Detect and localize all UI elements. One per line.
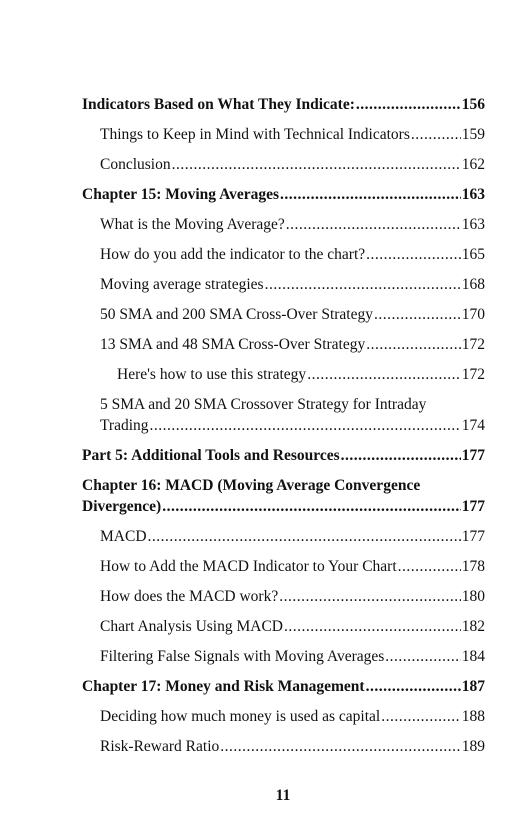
- toc-entry[interactable]: [82, 304, 485, 325]
- toc-entry-title: How do you add the indicator to the chart?: [100, 246, 366, 263]
- toc-entry-page: 189: [461, 738, 485, 755]
- toc-entry-title: Conclusion: [100, 156, 171, 173]
- dot-leader: [148, 526, 461, 547]
- toc-entry[interactable]: [82, 334, 485, 355]
- toc-entry-page: 178: [461, 558, 485, 575]
- table-of-contents: [82, 94, 485, 757]
- toc-entry[interactable]: [82, 646, 485, 667]
- dot-leader: [265, 274, 461, 295]
- toc-entry-page: 165: [461, 246, 485, 263]
- toc-entry[interactable]: [82, 274, 485, 295]
- dot-leader: [411, 124, 461, 145]
- dot-leader: [341, 445, 461, 466]
- toc-entry-title: Chart Analysis Using MACD: [100, 618, 283, 635]
- page-number: 11: [275, 787, 291, 804]
- dot-leader: [366, 244, 461, 265]
- toc-entry[interactable]: [82, 676, 485, 697]
- toc-entry-title-first-line: 5 SMA and 20 SMA Crossover Strategy for Intraday: [100, 396, 427, 413]
- toc-entry-page: 188: [461, 708, 485, 725]
- dot-leader: [279, 586, 461, 607]
- toc-entry-page: 159: [461, 126, 485, 143]
- toc-entry[interactable]: [82, 364, 485, 385]
- toc-entry-title: Part 5: Additional Tools and Resources: [82, 447, 340, 464]
- toc-entry-title: Filtering False Signals with Moving Averages: [100, 648, 385, 665]
- toc-entry-page: 187: [461, 678, 485, 695]
- toc-entry-page: 168: [461, 276, 485, 293]
- toc-entry-title: 50 SMA and 200 SMA Cross-Over Strategy: [100, 306, 373, 323]
- toc-entry-page: 163: [461, 216, 485, 233]
- dot-leader: [220, 736, 461, 757]
- toc-entry-page: 180: [461, 588, 485, 605]
- dot-leader: [162, 496, 461, 517]
- toc-entry[interactable]: [82, 124, 485, 145]
- toc-entry-title: Risk-Reward Ratio: [100, 738, 220, 755]
- toc-entry-title: MACD: [100, 528, 147, 545]
- toc-entry-title: How to Add the MACD Indicator to Your Chart: [100, 558, 397, 575]
- toc-entry[interactable]: [82, 154, 485, 175]
- dot-leader: [284, 616, 461, 637]
- toc-entry-title: Chapter 15: Moving Averages: [82, 186, 280, 203]
- toc-entry[interactable]: [82, 616, 485, 637]
- dot-leader: [385, 646, 460, 667]
- toc-entry-page: 156: [461, 96, 485, 113]
- toc-entry[interactable]: [82, 475, 485, 517]
- toc-entry-title: Trading: [100, 417, 149, 434]
- toc-entry-page: 177: [461, 528, 485, 545]
- toc-entry-page: 184: [461, 648, 485, 665]
- dot-leader: [150, 415, 461, 436]
- toc-entry[interactable]: [82, 526, 485, 547]
- toc-entry[interactable]: [82, 556, 485, 577]
- toc-entry-page: 177: [461, 498, 485, 515]
- toc-entry-page: 174: [461, 417, 485, 434]
- dot-leader: [307, 364, 461, 385]
- toc-entry-title: 13 SMA and 48 SMA Cross-Over Strategy: [100, 336, 366, 353]
- dot-leader: [172, 154, 461, 175]
- toc-entry-title: How does the MACD work?: [100, 588, 279, 605]
- toc-entry-page: 162: [461, 156, 485, 173]
- toc-entry-title: Deciding how much money is used as capital: [100, 708, 381, 725]
- dot-leader: [398, 556, 461, 577]
- toc-entry[interactable]: [82, 184, 485, 205]
- toc-entry-title: Moving average strategies: [100, 276, 264, 293]
- toc-entry[interactable]: [82, 94, 485, 115]
- toc-entry[interactable]: [82, 706, 485, 727]
- dot-leader: [280, 184, 461, 205]
- dot-leader: [381, 706, 461, 727]
- toc-entry-title: Things to Keep in Mind with Technical Indicators: [100, 126, 410, 143]
- dot-leader: [366, 676, 461, 697]
- toc-entry[interactable]: [82, 394, 485, 436]
- toc-entry-title: Chapter 17: Money and Risk Management: [82, 678, 365, 695]
- toc-entry[interactable]: [82, 445, 485, 466]
- toc-entry-page: 172: [461, 366, 485, 383]
- toc-entry[interactable]: [82, 244, 485, 265]
- toc-entry-title: What is the Moving Average?: [100, 216, 285, 233]
- toc-entry[interactable]: [82, 586, 485, 607]
- toc-entry-page: 177: [461, 447, 485, 464]
- dot-leader: [356, 94, 461, 115]
- toc-entry-page: 170: [461, 306, 485, 323]
- toc-entry-title: Here's how to use this strategy: [117, 366, 307, 383]
- toc-entry-title: Indicators Based on What They Indicate:: [82, 96, 355, 113]
- dot-leader: [374, 304, 461, 325]
- toc-entry-page: 163: [461, 186, 485, 203]
- toc-entry-title: Divergence): [82, 498, 162, 515]
- toc-entry-page: 182: [461, 618, 485, 635]
- toc-entry-page: 172: [461, 336, 485, 353]
- toc-entry-title-first-line: Chapter 16: MACD (Moving Average Convergence: [82, 477, 421, 494]
- toc-entry[interactable]: [82, 214, 485, 235]
- dot-leader: [366, 334, 461, 355]
- toc-entry[interactable]: [82, 736, 485, 757]
- dot-leader: [286, 214, 461, 235]
